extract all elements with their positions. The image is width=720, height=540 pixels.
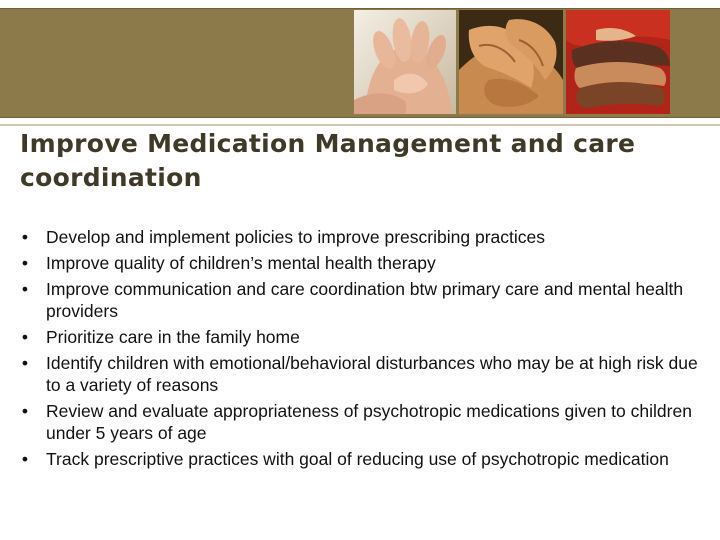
slide-title: Improve Medication Management and care coordination <box>20 129 636 192</box>
bullet-text: Improve communication and care coordination btw primary care and mental health providers <box>46 279 684 321</box>
bullet-list <box>18 226 698 474</box>
bullet-marker: • <box>21 401 29 421</box>
list-item <box>18 448 698 470</box>
hands-clasped-photo <box>459 10 563 114</box>
bullet-text: Review and evaluate appropriateness of psychotropic medications given to children under 5 years of age <box>46 401 692 443</box>
bullet-marker: • <box>21 449 29 469</box>
bullet-text: Identify children with emotional/behavioral disturbances who may be at high risk due to a variety of reasons <box>46 353 698 395</box>
list-item <box>18 400 698 444</box>
list-item <box>18 326 698 348</box>
hands-stacked-photo <box>566 10 670 114</box>
bullet-marker: • <box>21 279 29 299</box>
list-item <box>18 226 698 248</box>
list-item <box>18 278 698 322</box>
list-item <box>18 352 698 396</box>
list-item <box>18 252 698 274</box>
bullet-text: Prioritize care in the family home <box>46 327 300 347</box>
bullet-marker: • <box>21 327 29 347</box>
bullet-marker: • <box>21 227 29 247</box>
bullet-text: Improve quality of children’s mental health therapy <box>46 253 436 273</box>
bullet-text: Track prescriptive practices with goal of reducing use of psychotropic medication <box>46 449 669 469</box>
bullet-text: Develop and implement policies to improve prescribing practices <box>46 227 545 247</box>
hands-holding-photo <box>354 10 456 114</box>
bullet-marker: • <box>21 253 29 273</box>
bullet-marker: • <box>21 353 29 373</box>
